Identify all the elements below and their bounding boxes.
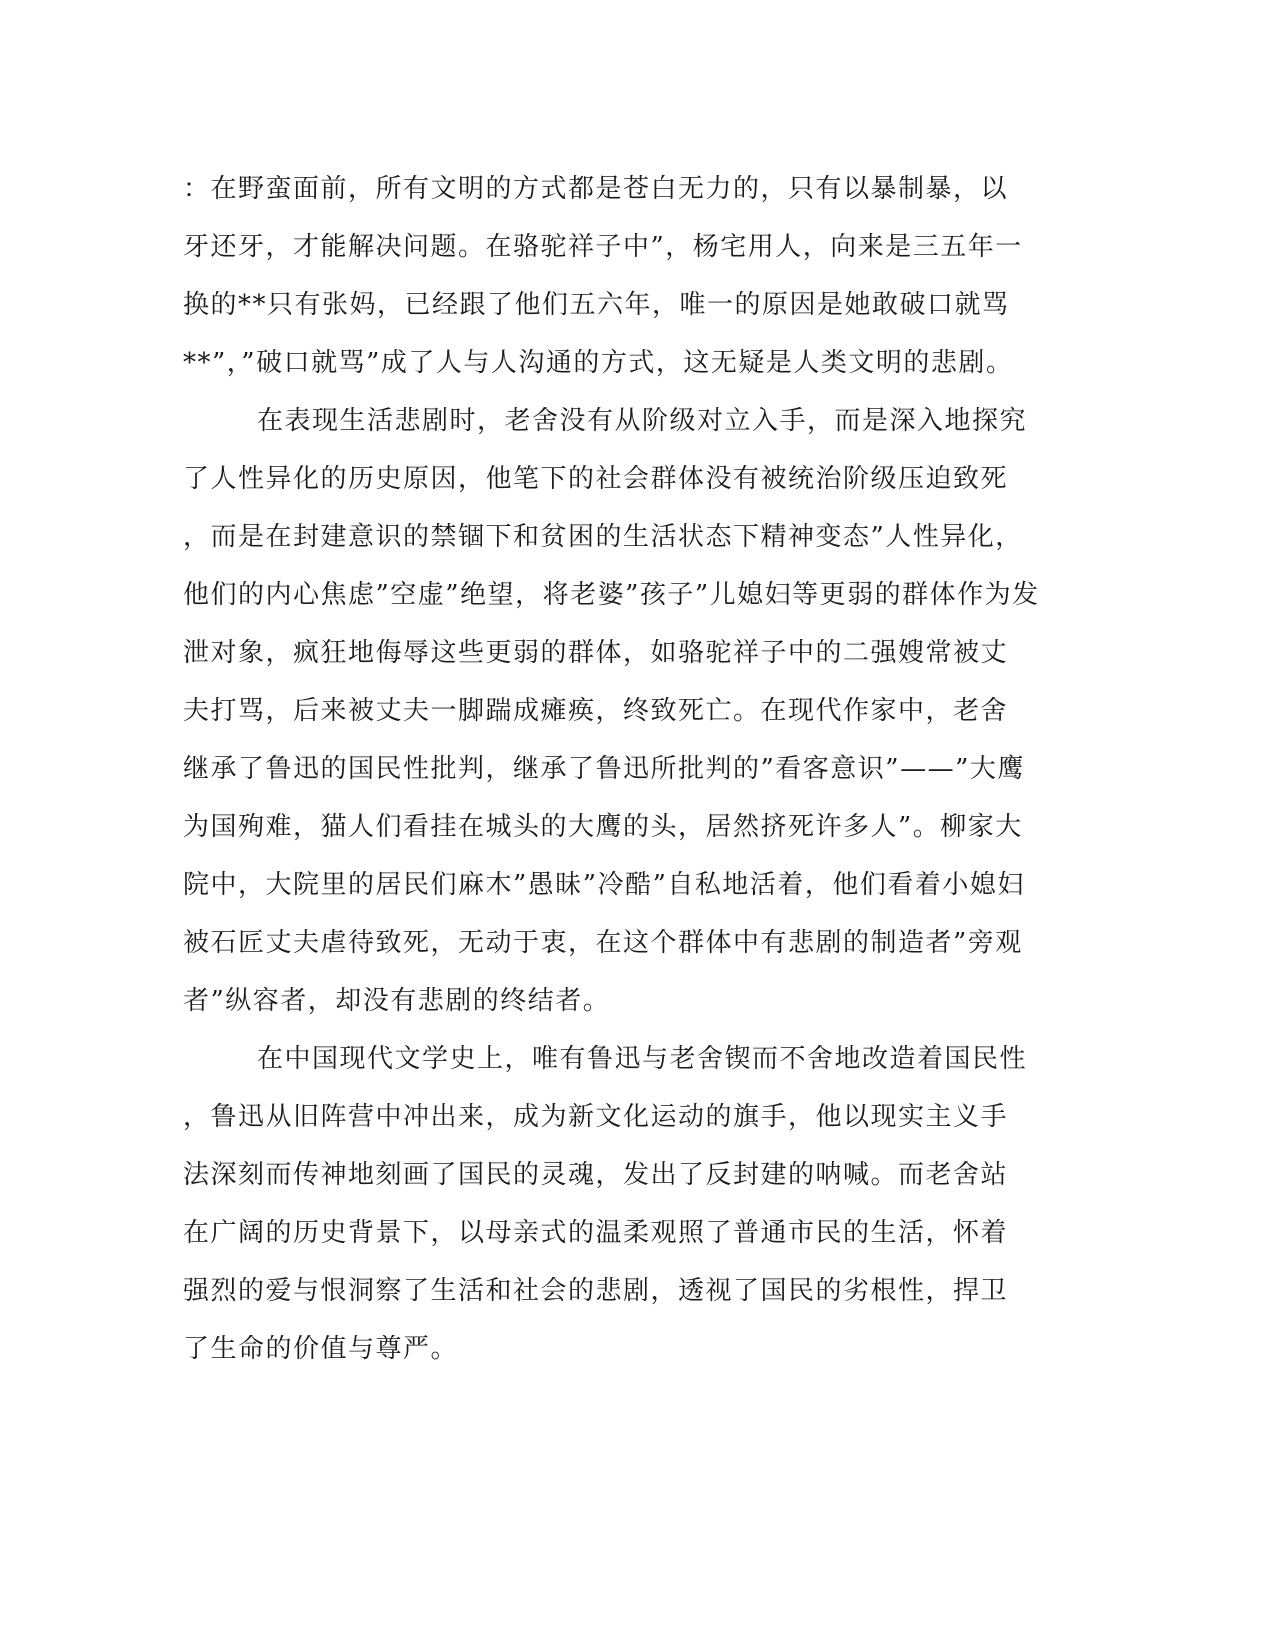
text-line: 他们的内心焦虑”空虚”绝望，将老婆”孩子”儿媳妇等更弱的群体作为发 (183, 580, 1040, 610)
text-line: 了人性异化的历史原因，他笔下的社会群体没有被统治阶级压迫致死 (183, 464, 1009, 494)
text-line: 泄对象，疯狂地侮辱这些更弱的群体，如骆驼祥子中的二强嫂常被丈 (183, 638, 1009, 668)
text-line: ，鲁迅从旧阵营中冲出来，成为新文化运动的旗手，他以现实主义手 (183, 1102, 1009, 1132)
paragraph-3 (183, 1030, 1063, 1378)
paragraph-1 (183, 160, 1063, 392)
text-line: 换的**只有张妈，已经跟了他们五六年，唯一的原因是她敢破口就骂 (183, 290, 1010, 320)
text-line: 了生命的价值与尊严。 (183, 1334, 459, 1364)
text-line: 被石匠丈夫虐待致死，无动于衷，在这个群体中有悲剧的制造者”旁观 (183, 928, 1023, 958)
text-line: 强烈的爱与恨洞察了生活和社会的悲剧，透视了国民的劣根性，捍卫 (183, 1276, 1009, 1306)
text-line: 院中，大院里的居民们麻木”愚昧”冷酷”自私地活着，他们看着小媳妇 (183, 870, 1025, 900)
text-line: 法深刻而传神地刻画了国民的灵魂，发出了反封建的呐喊。而老舍站 (183, 1160, 1009, 1190)
text-line: 为国殉难，猫人们看挂在城头的大鹰的头，居然挤死许多人”。柳家大 (183, 812, 1023, 842)
text-line: 在广阔的历史背景下，以母亲式的温柔观照了普通市民的生活，怀着 (183, 1218, 1009, 1248)
text-line: ，而是在封建意识的禁锢下和贫困的生活状态下精神变态”人性异化， (183, 522, 1023, 552)
text-line: 继承了鲁迅的国民性批判，继承了鲁迅所批判的”看客意识”——”大鹰 (183, 754, 1025, 784)
body-text (183, 160, 1063, 1378)
text-line: 夫打骂，后来被丈夫一脚踹成瘫痪，终致死亡。在现代作家中，老舍 (183, 696, 1009, 726)
text-line: 牙还牙，才能解决问题。在骆驼祥子中”，杨宅用人，向来是三五年一 (183, 232, 1023, 262)
text-line: 在中国现代文学史上，唯有鲁迅与老舍锲而不舍地改造着国民性 (257, 1044, 1028, 1074)
text-line: **”，”破口就骂”成了人与人沟通的方式，这无疑是人类文明的悲剧。 (183, 348, 1014, 378)
text-line: 在表现生活悲剧时，老舍没有从阶级对立入手，而是深入地探究 (257, 406, 1028, 436)
paragraph-2 (183, 392, 1063, 1030)
text-line: 者”纵容者，却没有悲剧的终结者。 (183, 986, 611, 1016)
text-line: ：在野蛮面前，所有文明的方式都是苍白无力的，只有以暴制暴，以 (183, 174, 1009, 204)
